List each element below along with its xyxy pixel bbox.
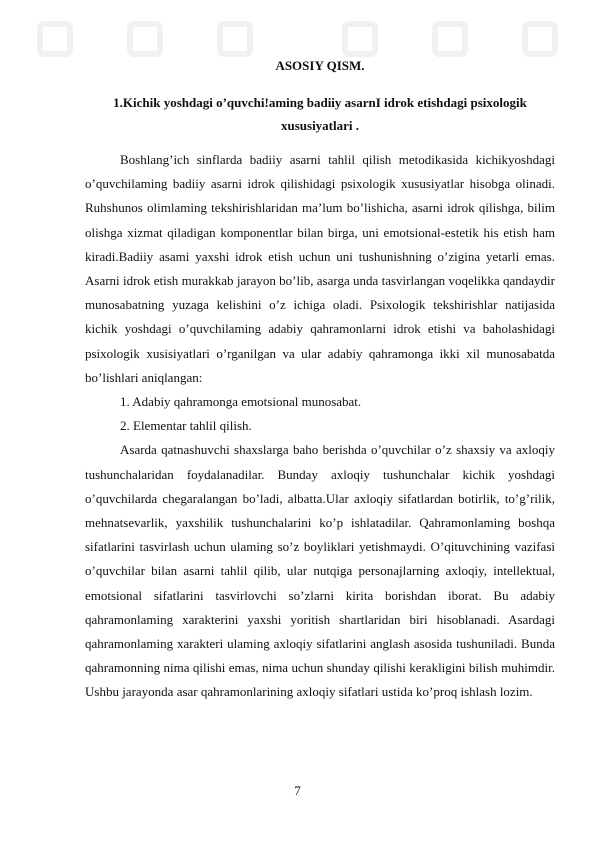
page-number: 7 bbox=[294, 783, 301, 798]
watermark-pattern bbox=[0, 14, 595, 64]
body-text bbox=[85, 148, 555, 705]
paragraph: Asarda qatnashuvchi shaxslarga baho berishda o’quvchilar o’z shaxsiy va axloqiy tushunchalaridan foydalanadilar. Bunday axloqiy tushunchalar kichik yoshdagi o’quvchilarda chegaralangan bo’ladi, albatta.Ular axloqiy sifatlardan botirlik, to’g’rilik, mehnatsevarlik, yaxshilik tushunchalarini ko’p ishlatadilar. Qahramonlaming boshqa sifatlarini tasvirlash uchun ulaming so’z boyliklari yetishmaydi. O’qituvchining vazifasi o’quvchilar bilan asarni tahlil qilib, ular nutqiga personajlarning axloqiy, intellektual, emotsional sifatlarini tasvirlovchi so’zlarni kirita borishdan iborat. Bu adabiy qahramonlaming xarakterini yaxshi yoritish shartlaridan biri hisoblanadi. Asardagi qahramonlaming xarakteri ulaming axloqiy sifatlarini anglash asosida tushuniladi. Bunda qahramonning nima qilishi emas, nima uchun shunday qilishi kerakligini bilish muhimdir. Ushbu jarayonda asar qahramonlarining axloqiy sifatlari ustida ko’proq ishlash lozim. bbox=[85, 442, 555, 700]
section-heading: ASOSIY QISM. bbox=[275, 58, 365, 73]
chapter-title: 1.Kichik yoshdagi o’quvchi!aming badiiy asarnI idrok etishdagi psixologik xususiyatlari . bbox=[113, 95, 527, 133]
paragraph: Boshlang’ich sinflarda badiiy asarni tahlil qilish metodikasida kichikyoshdagi o’quvchilaming badiiy asarni idrok qilishidagi psixologik xususiyatlar hisobga olinadi. Ruhshunos olimlaming tekshirishlaridan ma’lum bo’lishicha, asarni idrok qilishga, bilim olishga xizmat qiladigan komponentlar bilan birga, uni emotsional-estetik his etish ham kiradi.Badiiy asami yaxshi idrok etish uchun uni tushunishning o’zigina yetarli emas. Asarni idrok etish murakkab jarayon bo’lib, asarga unda tasvirlangan voqelikka qandaydir munosabatning yuzaga kelishini o’z ichiga oladi. Psixologik tekshirishlar natijasida kichik yoshdagi o’quvchilaming adabiy qahramonlarni idrok etishi va baholashidagi psixologik xusisiyatlari o’rganilgan va ular adabiy qahramonga ikki xil munosabatda bo’lishlari aniqlangan: bbox=[85, 152, 555, 385]
list-item: 2. Elementar tahlil qilish. bbox=[120, 418, 252, 434]
list-item: 1. Adabiy qahramonga emotsional munosabat. bbox=[120, 394, 362, 410]
